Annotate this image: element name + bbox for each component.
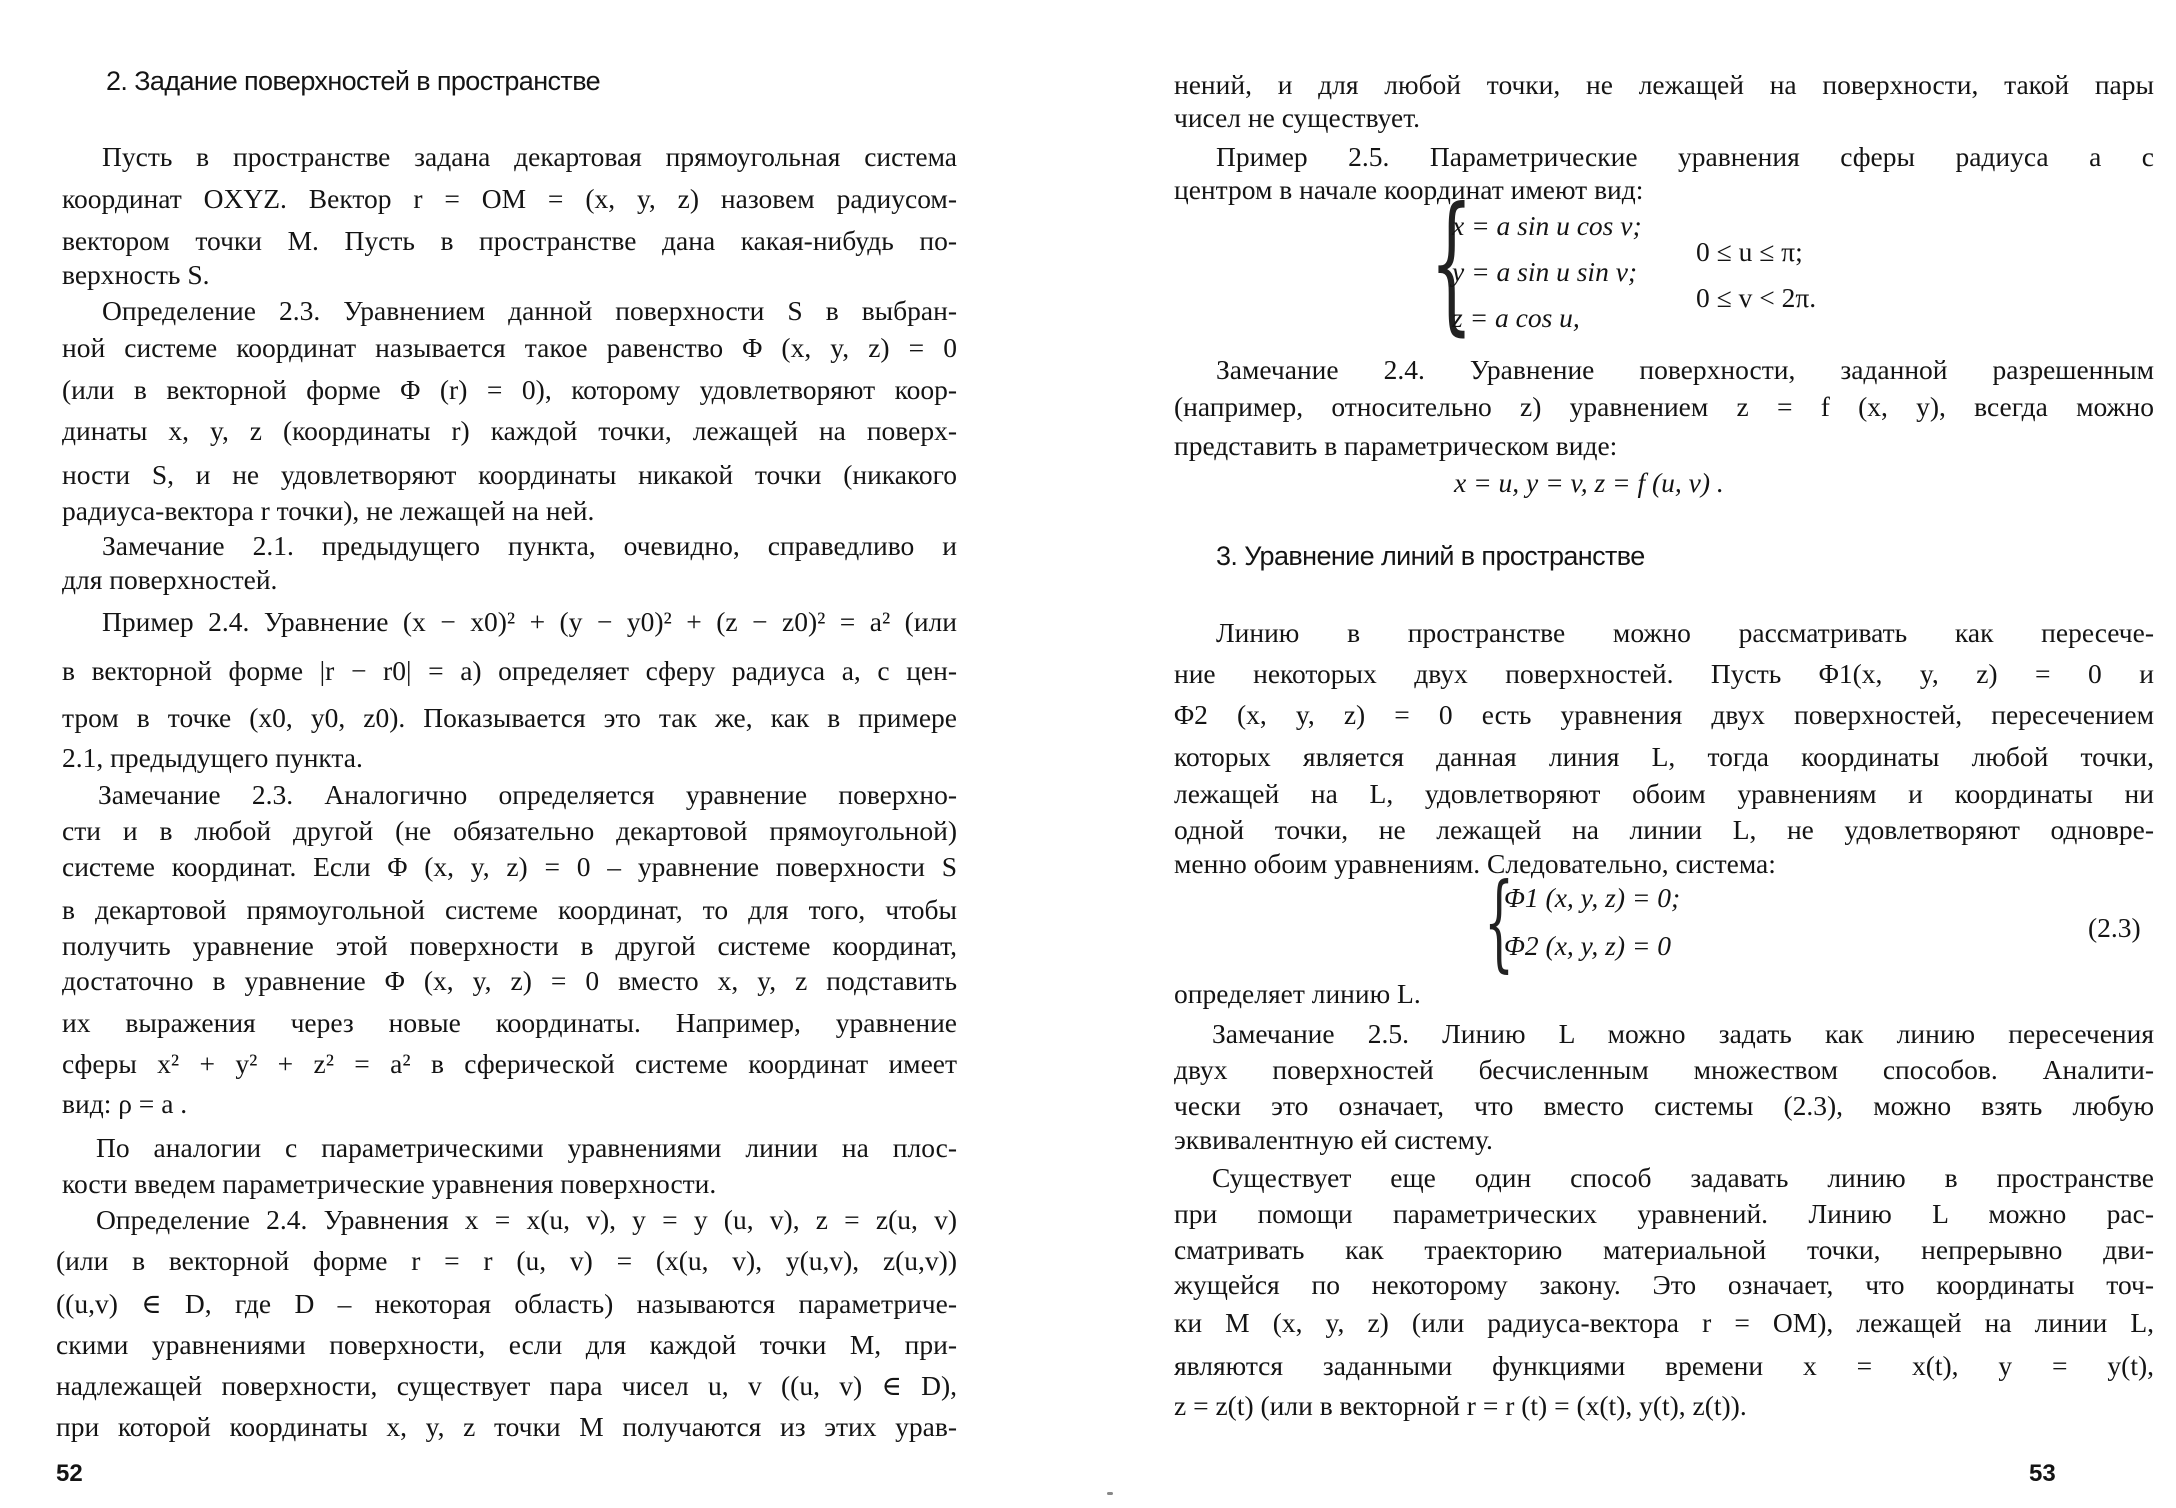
text-line: Пусть в пространстве задана декартовая прямоугольная система xyxy=(102,141,957,172)
text-line: центром в начале координат имеют вид: xyxy=(1174,174,1644,205)
page-number: 53 xyxy=(2029,1460,2056,1487)
text-line: достаточно в уравнение Φ (x, y, z) = 0 вместо x, y, z подставить xyxy=(62,965,957,996)
equation-number: (2.3) xyxy=(2088,912,2141,943)
text-line: нений, и для любой точки, не лежащей на поверхности, такой пары xyxy=(1174,69,2154,100)
text-line: ((u,v) ∈ D, где D – некоторая область) называются параметриче- xyxy=(56,1288,957,1319)
text-line: По аналогии с параметрическими уравнениями линии на плос- xyxy=(96,1132,957,1163)
sphere-eq-x: x = a sin u cos v; xyxy=(1452,210,1642,241)
text-line: вектором точки M. Пусть в пространстве дана какая-нибудь по- xyxy=(62,225,957,256)
remark-2-3: Замечание 2.3. Аналогично определяется уравнение поверхно- xyxy=(98,779,957,810)
text-line: скими уравнениями поверхности, если для каждой точки M, при- xyxy=(56,1329,957,1360)
sphere-equation-system xyxy=(1430,176,1850,350)
text-line: при которой координаты x, y, z точки M получаются из этих урав- xyxy=(56,1411,957,1442)
page-number: 52 xyxy=(56,1460,83,1487)
text-line: z = z(t) (или в векторной r = r (t) = (x(t), y(t), z(t)). xyxy=(1174,1390,1747,1421)
text-line: получить уравнение этой поверхности в другой системе координат, xyxy=(62,930,957,961)
text-line: при помощи параметрических уравнений. Линию L можно рас- xyxy=(1174,1198,2154,1229)
text-line: надлежащей поверхности, существует пара чисел u, v ((u, v) ∈ D), xyxy=(56,1370,957,1401)
line-eq-1: Φ1 (x, y, z) = 0; xyxy=(1504,882,1681,913)
text-line: сматривать как траекторию материальной точки, непрерывно дви- xyxy=(1174,1234,2154,1265)
text-line: их выражения через новые координаты. Например, уравнение xyxy=(62,1007,957,1038)
text-line: Φ2 (x, y, z) = 0 есть уравнения двух поверхностей, пересечением xyxy=(1174,699,2154,730)
sphere-eq-z: z = a cos u, xyxy=(1452,302,1580,333)
text-line: (например, относительно z) уравнением z = f (x, y), всегда можно xyxy=(1174,391,2154,422)
text-line: лежащей на L, удовлетворяют обоим уравнениям и координаты ни xyxy=(1174,778,2154,809)
text-line: ки M (x, y, z) (или радиуса-вектора r = OM), лежащей на линии L, xyxy=(1174,1307,2154,1338)
text-line: чески это означает, что вместо системы (2.3), можно взять любую xyxy=(1174,1090,2154,1121)
brace-icon: { xyxy=(1484,861,1515,983)
text-line: ности S, и не удовлетворяют координаты никакой точки (никакого xyxy=(62,459,957,490)
remark-2-1: Замечание 2.1. предыдущего пункта, очевидно, справедливо и xyxy=(102,530,957,561)
section-heading-2: 2. Задание поверхностей в пространстве xyxy=(106,66,601,96)
remark-2-4: Замечание 2.4. Уравнение поверхности, заданной разрешенным xyxy=(1216,354,2154,385)
range-v: 0 ≤ v < 2π. xyxy=(1696,282,1817,313)
text-line: жущейся по некоторому закону. Это означает, что координаты точ- xyxy=(1174,1269,2154,1300)
text-line: сти и в любой другой (не обязательно декартовой прямоугольной) xyxy=(62,815,957,846)
text-line: системе координат. Если Φ (x, y, z) = 0 – уравнение поверхности S xyxy=(62,851,957,882)
text-line: кости введем параметрические уравнения поверхности. xyxy=(62,1168,717,1199)
text-line: менно обоим уравнениям. Следовательно, система: xyxy=(1174,848,1776,879)
text-line: (или в векторной форме r = r (u, v) = (x(u, v), y(u,v), z(u,v)) xyxy=(56,1245,957,1276)
example-2-4: Пример 2.4. Уравнение (x − x0)² + (y − y0)² + (z − z0)² = a² (или xyxy=(102,606,957,637)
text-line: верхность S. xyxy=(62,259,210,290)
text-line: ние некоторых двух поверхностей. Пусть Φ1(x, y, z) = 0 и xyxy=(1174,658,2154,689)
text-line: представить в параметрическом виде: xyxy=(1174,430,1618,461)
text-line: (или в векторной форме Φ (r) = 0), которому удовлетворяют коор- xyxy=(62,374,957,405)
text-line: одной точки, не лежащей на линии L, не удовлетворяют одновре- xyxy=(1174,814,2154,845)
sphere-eq-y: y = a sin u sin v; xyxy=(1452,256,1638,287)
text-line: Существует еще один способ задавать линию в пространстве xyxy=(1212,1162,2154,1193)
text-line: 2.1, предыдущего пункта. xyxy=(62,742,363,773)
definition-2-3: Определение 2.3. Уравнением данной поверхности S в выбран- xyxy=(102,295,957,326)
text-line: определяет линию L. xyxy=(1174,978,1421,1009)
text-line: тром в точке (x0, y0, z0). Показывается это так же, как в примере xyxy=(62,702,957,733)
text-line: которых является данная линия L, тогда координаты любой точки, xyxy=(1174,741,2154,772)
line-equation-system xyxy=(1484,861,1784,983)
text-line: радиуса-вектора r точки), не лежащей на ней. xyxy=(62,495,595,526)
text-line: являются заданными функциями времени x = x(t), y = y(t), xyxy=(1174,1350,2154,1381)
text-line: вид: ρ = a . xyxy=(62,1088,188,1119)
text-line: для поверхностей. xyxy=(62,564,278,595)
param-formula: x = u, y = v, z = f (u, v) . xyxy=(1454,467,1724,498)
remark-2-5: Замечание 2.5. Линию L можно задать как линию пересечения xyxy=(1212,1018,2154,1049)
brace-icon: { xyxy=(1430,176,1473,350)
range-u: 0 ≤ u ≤ π; xyxy=(1696,236,1803,267)
right-page xyxy=(1088,0,2176,1508)
line-eq-2: Φ2 (x, y, z) = 0 xyxy=(1504,930,1672,961)
text-line: Линию в пространстве можно рассматривать как пересече- xyxy=(1216,617,2154,648)
text-line: сферы x² + y² + z² = a² в сферической системе координат имеет xyxy=(62,1048,957,1079)
text-line: ной системе координат называется такое равенство Φ (x, y, z) = 0 xyxy=(62,332,957,363)
text-line: чисел не существует. xyxy=(1174,102,1421,133)
gutter-mark xyxy=(1107,1492,1113,1495)
text-line: эквивалентную ей систему. xyxy=(1174,1124,1493,1155)
section-heading-3: 3. Уравнение линий в пространстве xyxy=(1216,541,1645,571)
text-line: динаты x, y, z (координаты r) каждой точки, лежащей на поверх- xyxy=(62,415,957,446)
text-line: двух поверхностей бесчисленным множеством способов. Аналити- xyxy=(1174,1054,2154,1085)
definition-2-4: Определение 2.4. Уравнения x = x(u, v), y = y (u, v), z = z(u, v) xyxy=(96,1204,957,1235)
text-line: в декартовой прямоугольной системе координат, то для того, чтобы xyxy=(62,894,957,925)
example-2-5: Пример 2.5. Параметрические уравнения сферы радиуса a с xyxy=(1216,141,2154,172)
text-line: в векторной форме |r − r0| = a) определяет сферу радиуса a, с цен- xyxy=(62,655,957,686)
text-line: координат OXYZ. Вектор r = OM = (x, y, z) назовем радиусом- xyxy=(62,183,957,214)
